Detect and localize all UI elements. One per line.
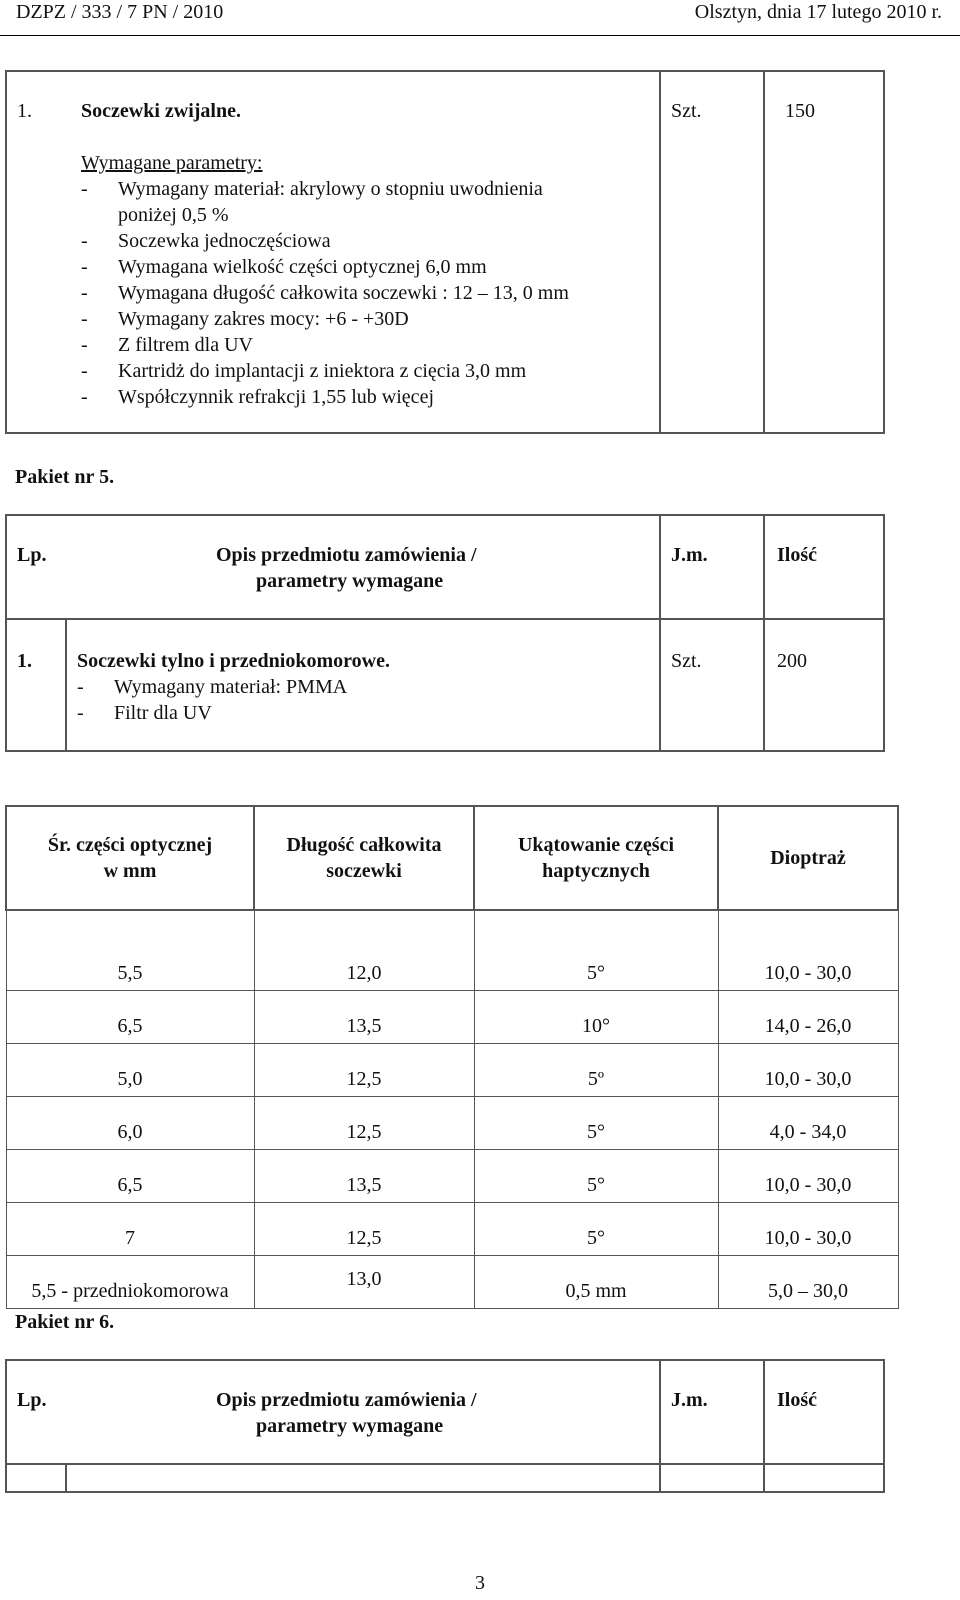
col-unit-header: J.m. (671, 544, 708, 566)
spec-cell-value: 13,0 (346, 1267, 382, 1290)
spec-cell-value: 12,0 (346, 961, 382, 984)
col-qty-header: Ilość (777, 544, 817, 566)
spec-cell (474, 1096, 718, 1149)
header-rule (0, 35, 960, 36)
empty-cell (6, 1464, 66, 1492)
spec-header-cell (718, 806, 898, 910)
spec-cell-value: 10,0 - 30,0 (764, 1173, 852, 1196)
param-dash: - (81, 360, 88, 382)
col-desc-header-line2: parametry wymagane (256, 1415, 444, 1437)
spec-row (6, 1255, 898, 1308)
col-lp-header: Lp. (17, 544, 47, 566)
param-text: poniżej 0,5 % (118, 204, 229, 226)
spec-cell (254, 1255, 474, 1308)
param-text: Soczewka jednoczęściowa (118, 230, 331, 252)
param-dash: - (81, 256, 88, 278)
spec-cell (6, 1202, 254, 1255)
package-5-table (5, 514, 885, 752)
spec-cell-value: 5° (587, 1120, 605, 1143)
item-top-table (5, 70, 885, 434)
spec-header-line2: w mm (103, 860, 157, 882)
params-list (81, 176, 651, 410)
spec-header-line2: soczewki (326, 860, 402, 882)
spec-cell-value: 5º (587, 1067, 605, 1090)
spec-cell (718, 1149, 898, 1202)
param-line (81, 202, 651, 228)
param-line (81, 332, 651, 358)
col-desc-header-line2: parametry wymagane (256, 570, 444, 592)
spec-cell (6, 1043, 254, 1096)
param-dash: - (81, 230, 88, 252)
spec-header-cell (254, 806, 474, 910)
spec-cell-value: 14,0 - 26,0 (764, 1014, 852, 1037)
param-dash: - (77, 702, 84, 724)
spec-cell (474, 1255, 718, 1308)
spec-cell-value: 5,0 (117, 1067, 143, 1090)
param-line (81, 254, 651, 280)
param-text: Kartridż do implantacji z iniektora z cięcia 3,0 mm (118, 360, 527, 382)
spec-cell (6, 1096, 254, 1149)
param-dash: - (81, 282, 88, 304)
spec-cell (6, 910, 254, 990)
spec-cell-value: 5,0 – 30,0 (768, 1279, 848, 1302)
spec-cell-value: 10,0 - 30,0 (764, 1067, 852, 1090)
document-date: Olsztyn, dnia 17 lutego 2010 r. (694, 1, 942, 23)
empty-cell (66, 1464, 660, 1492)
param-text: Współczynnik refrakcji 1,55 lub więcej (118, 386, 434, 408)
spec-cell (254, 1096, 474, 1149)
row-params-list (77, 674, 647, 726)
spec-header-cell (6, 806, 254, 910)
param-line (81, 280, 651, 306)
row-lp: 1. (17, 650, 32, 672)
empty-cell (660, 1464, 764, 1492)
spec-cell (718, 910, 898, 990)
spec-cell-value: 7 (125, 1226, 135, 1249)
spec-cell-value: 6,5 (117, 1014, 143, 1037)
col-qty-header: Ilość (777, 1389, 817, 1411)
spec-header-line1: Ukątowanie części (517, 834, 675, 856)
spec-table (5, 805, 899, 1309)
empty-cell (764, 1464, 884, 1492)
param-dash: - (77, 676, 84, 698)
spec-cell-value: 10,0 - 30,0 (764, 961, 852, 984)
spec-cell (6, 990, 254, 1043)
spec-header-row (6, 806, 898, 910)
spec-cell-value: 5,5 (117, 961, 143, 984)
spec-cell-value: 5° (587, 1226, 605, 1249)
spec-row (6, 1149, 898, 1202)
spec-cell-value: 10,0 - 30,0 (764, 1226, 852, 1249)
spec-row (6, 1202, 898, 1255)
package-6-title: Pakiet nr 6. (15, 1311, 115, 1333)
param-text: Wymagany zakres mocy: +6 - +30D (118, 308, 409, 330)
spec-cell-value: 5° (587, 1173, 605, 1196)
spec-cell (474, 1149, 718, 1202)
spec-cell-value: 0,5 mm (565, 1279, 627, 1302)
spec-cell (254, 1149, 474, 1202)
spec-cell-value: 13,5 (346, 1014, 382, 1037)
spec-row (6, 1043, 898, 1096)
spec-cell (6, 1149, 254, 1202)
spec-header-line1: Śr. części optycznej (47, 834, 213, 856)
spec-cell-value: 12,5 (346, 1120, 382, 1143)
spec-cell-value: 12,5 (346, 1226, 382, 1249)
spec-cell (254, 990, 474, 1043)
spec-header-line2: haptycznych (542, 860, 650, 882)
param-line (81, 384, 651, 410)
param-dash: - (81, 386, 88, 408)
item-lp: 1. (17, 100, 32, 122)
spec-cell (6, 1255, 254, 1308)
spec-cell (718, 1096, 898, 1149)
param-dash: - (81, 178, 88, 200)
param-text: Wymagana wielkość części optycznej 6,0 mm (118, 256, 487, 278)
spec-row (6, 1096, 898, 1149)
spec-cell (718, 1043, 898, 1096)
param-line (81, 176, 651, 202)
params-title: Wymagane parametry: (81, 152, 263, 174)
param-line (77, 674, 647, 700)
spec-header-line1: Długość całkowita (286, 834, 442, 856)
spec-cell-value: 6,5 (117, 1173, 143, 1196)
spec-cell-value: 13,5 (346, 1173, 382, 1196)
param-text: Filtr dla UV (114, 702, 212, 724)
spec-cell-value: 12,5 (346, 1067, 382, 1090)
param-line (81, 306, 651, 332)
spec-cell (474, 990, 718, 1043)
spec-cell (254, 1202, 474, 1255)
param-line (77, 700, 647, 726)
row-unit: Szt. (671, 650, 702, 672)
col-desc-header-line1: Opis przedmiotu zamówienia / (216, 1389, 477, 1411)
col-desc-header-line1: Opis przedmiotu zamówienia / (216, 544, 477, 566)
row-qty: 200 (777, 650, 807, 672)
spec-cell (254, 910, 474, 990)
param-text: Z filtrem dla UV (118, 334, 253, 356)
spec-cell (718, 1202, 898, 1255)
col-lp-header: Lp. (17, 1389, 47, 1411)
param-text: Wymagany materiał: akrylowy o stopniu uwodnienia (118, 178, 543, 200)
spec-cell (718, 990, 898, 1043)
spec-cell-value: 5,5 - przedniokomorowa (31, 1279, 229, 1302)
package-5-title: Pakiet nr 5. (15, 466, 115, 488)
item-unit: Szt. (671, 100, 702, 122)
spec-cell (474, 910, 718, 990)
package-6-table (5, 1359, 885, 1493)
spec-cell (718, 1255, 898, 1308)
spec-header-cell (474, 806, 718, 910)
item-qty: 150 (785, 100, 815, 122)
item-name: Soczewki zwijalne. (81, 100, 241, 122)
param-text: Wymagana długość całkowita soczewki : 12 – 13, 0 mm (118, 282, 569, 304)
param-line (81, 358, 651, 384)
row-name: Soczewki tylno i przedniokomorowe. (77, 650, 390, 672)
param-dash: - (81, 308, 88, 330)
spec-cell (474, 1202, 718, 1255)
param-text: Wymagany materiał: PMMA (114, 676, 348, 698)
page-number: 3 (475, 1572, 485, 1594)
spec-cell-value: 4,0 - 34,0 (769, 1120, 847, 1143)
param-dash: - (81, 334, 88, 356)
spec-row (6, 910, 898, 990)
spec-cell-value: 5° (587, 961, 605, 984)
document-reference: DZPZ / 333 / 7 PN / 2010 (16, 1, 224, 23)
col-unit-header: J.m. (671, 1389, 708, 1411)
spec-cell-value: 10° (582, 1014, 610, 1037)
spec-cell-value: 6,0 (117, 1120, 143, 1143)
spec-cell (254, 1043, 474, 1096)
spec-cell (474, 1043, 718, 1096)
spec-header-line1: Dioptraż (770, 847, 846, 869)
spec-row (6, 990, 898, 1043)
param-line (81, 228, 651, 254)
